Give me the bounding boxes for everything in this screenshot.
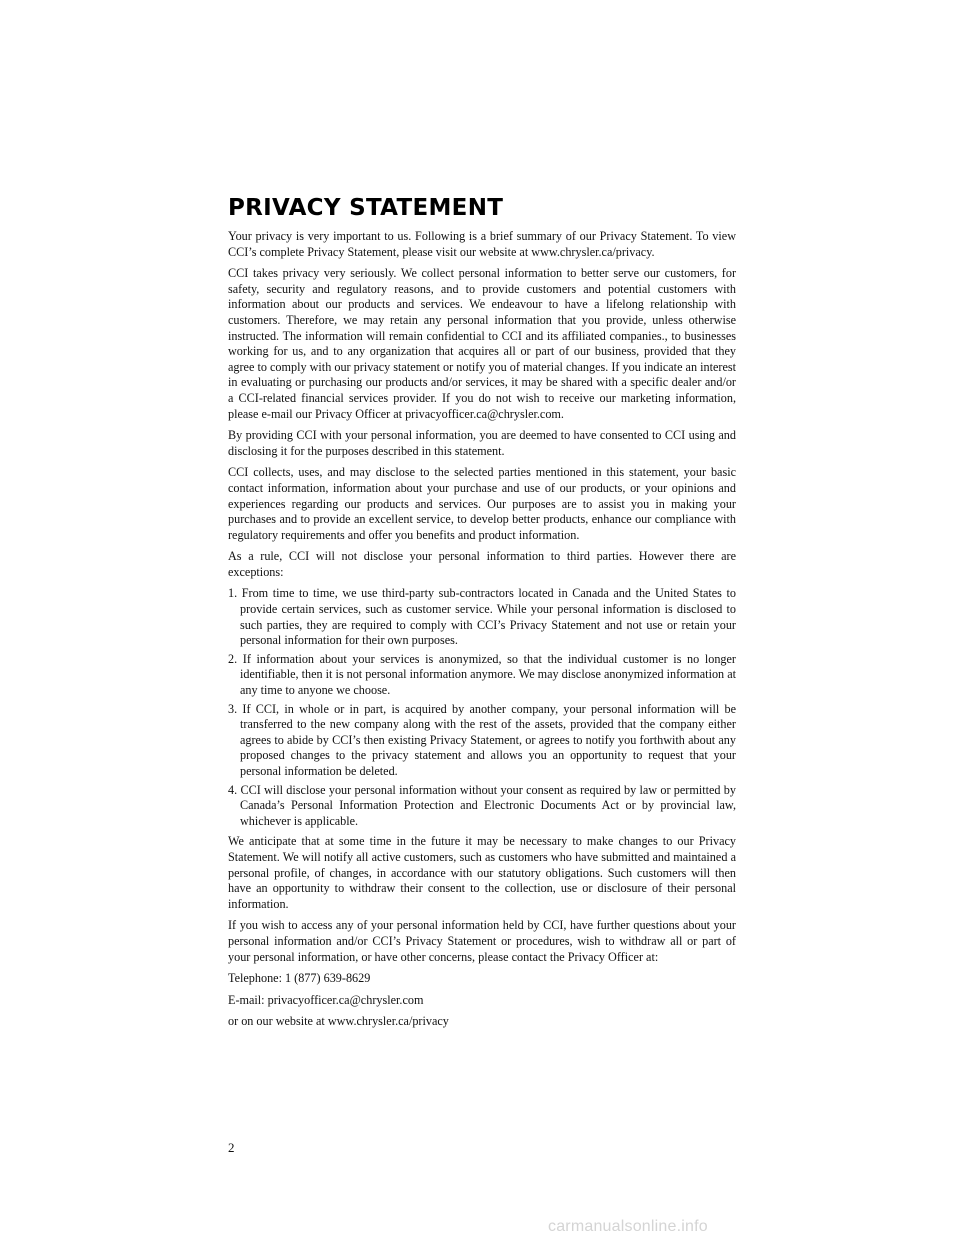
page-title: PRIVACY STATEMENT [228, 195, 504, 221]
list-item: 1. From time to time, we use third-party sub-contractors located in Canada and the United States to provide certain services, such as customer service. While your personal information is disclosed to such parties, they are required to comply with CCI’s Privacy Statement and not use or retain your personal information for their own purposes. [228, 586, 736, 648]
contact-email: E-mail: privacyofficer.ca@chrysler.com [228, 992, 424, 1007]
exceptions-intro-paragraph: As a rule, CCI will not disclose your personal information to third parties. However there are exceptions: [228, 549, 736, 579]
document-content [228, 195, 736, 1036]
watermark-text: carmanualsonline.info [548, 1218, 708, 1235]
intro-paragraph: Your privacy is very important to us. Following is a brief summary of our Privacy Statement. To view CCI’s complete Privacy Statement, please visit our website at www.chrysler.ca/privacy. [228, 229, 736, 259]
consent-paragraph: By providing CCI with your personal information, you are deemed to have consented to CCI using and disclosing it for the purposes described in this statement. [228, 428, 736, 458]
changes-paragraph: We anticipate that at some time in the future it may be necessary to make changes to our Privacy Statement. We will notify all active customers, such as customers who have submitted and maintained a personal profile, of changes, in accordance with our statutory obligations. Such customers will then have an opportunity to withdraw their consent to the collection, use or disclosure of their personal information. [228, 834, 736, 911]
contact-intro-paragraph: If you wish to access any of your personal information held by CCI, have further questions about your personal information and/or CCI’s Privacy Statement or procedures, wish to withdraw all or part of your personal information, or have other concerns, please contact the Privacy Officer at: [228, 918, 736, 964]
contact-website: or on our website at www.chrysler.ca/privacy [228, 1014, 449, 1029]
collection-paragraph: CCI takes privacy very seriously. We collect personal information to better serve our customers, for safety, security and regulatory reasons, and to provide customers and potential customers with information about our products and services. We endeavour to have a lifelong relationship with customers. Therefore, we may retain any personal information that you provide, unless otherwise instructed. The information will remain confidential to CCI and its affiliated companies., to businesses working for us, and to any organization that acquires all or part of our business, provided that they agree to comply with our privacy statement or notify you of material changes. If you indicate an interest in evaluating or purchasing our products and/or services, it may be shared with a specific dealer and/or a CCI-related financial services provider. If you do not wish to receive our marketing information, please e-mail our Privacy Officer at privacyofficer.ca@chrysler.com. [228, 266, 736, 421]
list-item: 3. If CCI, in whole or in part, is acquired by another company, your personal information will be transferred to the new company along with the rest of the assets, provided that the company either agrees to abide by CCI’s then existing Privacy Statement, or agrees to notify you forthwith about any proposed changes to the privacy statement and allows you an opportunity to request that your personal information be deleted. [228, 701, 736, 778]
contact-telephone: Telephone: 1 (877) 639-8629 [228, 971, 371, 986]
exceptions-list [228, 586, 736, 829]
page-number: 2 [228, 1140, 235, 1155]
list-item: 2. If information about your services is anonymized, so that the individual customer is no longer identifiable, then it is not personal information anymore. We may disclose anonymized information at any time to anyone we choose. [228, 651, 736, 698]
usage-paragraph: CCI collects, uses, and may disclose to the selected parties mentioned in this statement, your basic contact information, information about your purchase and use of our products, or your opinions and experiences regarding our products and services. Our purposes are to assist you in making your purchases and to provide an excellent service, to develop better products, enhance our compliance with regulatory requirements and offer you benefits and product information. [228, 465, 736, 542]
list-item: 4. CCI will disclose your personal information without your consent as required by law or permitted by Canada’s Personal Information Protection and Electronic Documents Act or by provincial law, whichever is applicable. [228, 782, 736, 828]
